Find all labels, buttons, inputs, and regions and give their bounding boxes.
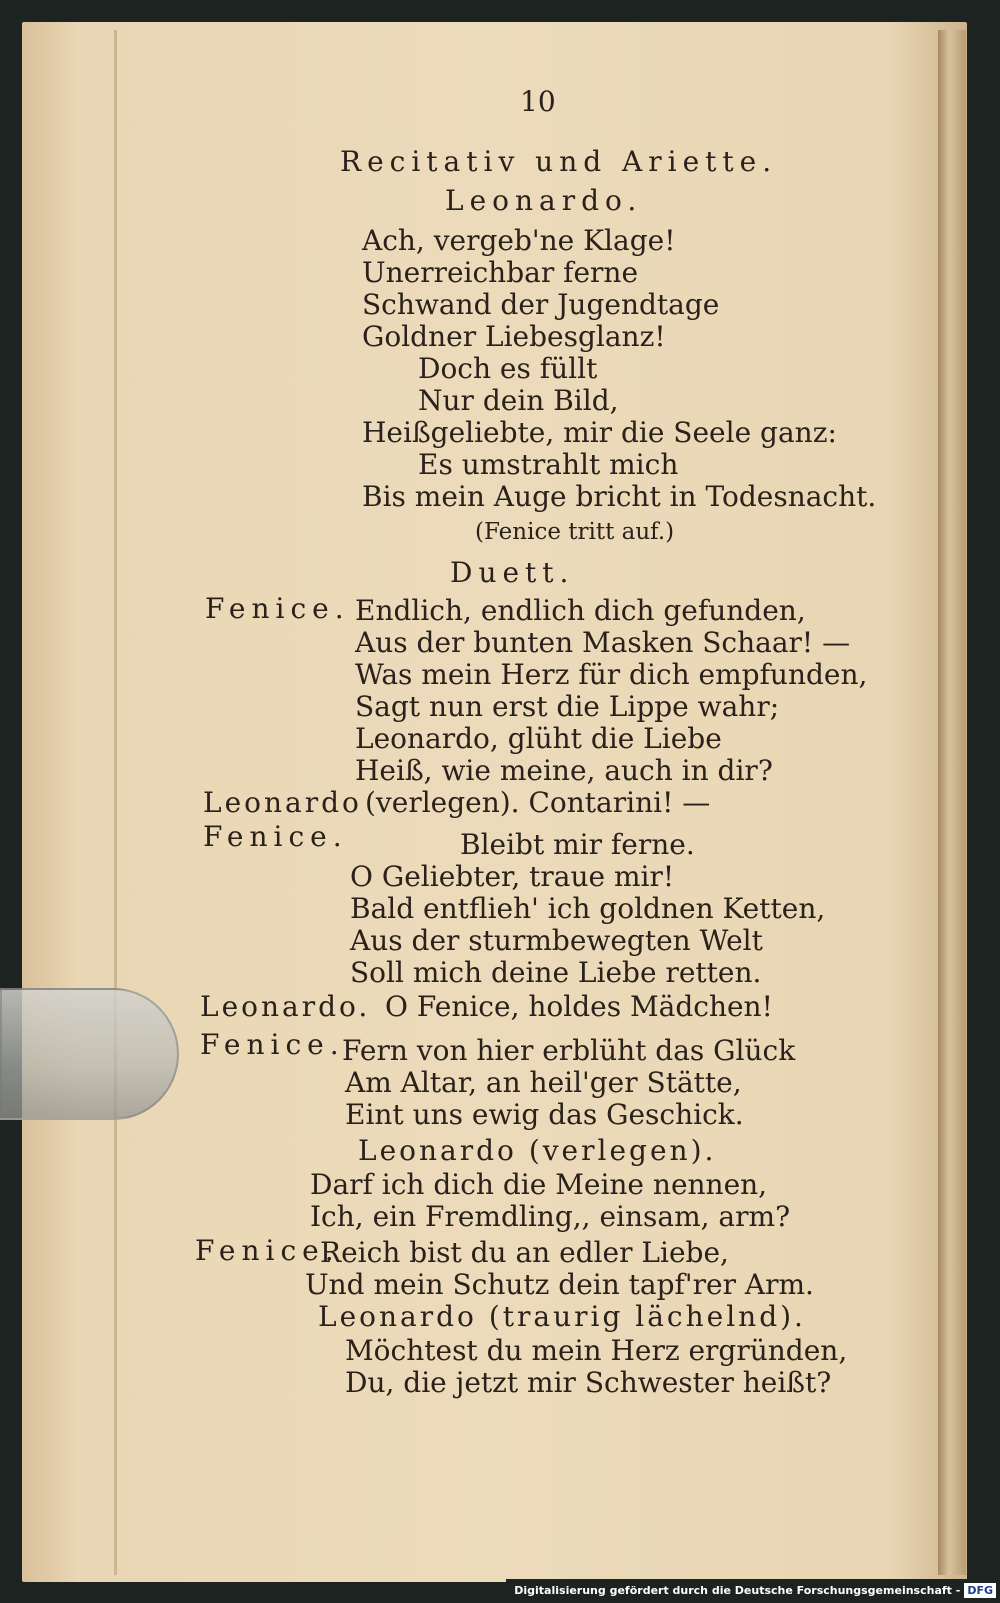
speaker-name: Fenice. — [195, 1234, 340, 1267]
verse-line: Schwand der Jugendtage — [362, 288, 720, 321]
speaker-heading: Leonardo (verlegen). — [358, 1134, 717, 1167]
dfg-logo: DFG — [964, 1583, 996, 1598]
verse-line: Nur dein Bild, — [418, 384, 619, 417]
page-edge — [938, 30, 966, 1575]
verse-line: Am Altar, an heil'ger Stätte, — [345, 1066, 742, 1099]
speaker-name: Fenice. — [200, 1028, 345, 1061]
page-fold — [114, 30, 117, 1575]
speaker-name: Leonardo. — [200, 990, 371, 1023]
verse-line: Unerreichbar ferne — [362, 256, 639, 289]
speaker-name: Leonardo — [203, 786, 362, 819]
verse-line: Möchtest du mein Herz ergründen, — [345, 1334, 848, 1367]
heading-leonardo: Leonardo. — [445, 184, 643, 217]
page-number: 10 — [520, 85, 556, 118]
digitization-footer — [506, 1579, 1000, 1603]
verse-line: Aus der bunten Masken Schaar! — — [355, 626, 851, 659]
verse-line: Bald entflieh' ich goldnen Ketten, — [350, 892, 826, 925]
speaker-line: (verlegen). Contarini! — — [365, 786, 711, 819]
verse-line: Aus der sturmbewegten Welt — [350, 924, 763, 957]
verse-line: Bleibt mir ferne. — [460, 828, 695, 861]
verse-line: Und mein Schutz dein tapf'rer Arm. — [305, 1268, 814, 1301]
verse-line: Sagt nun erst die Lippe wahr; — [355, 690, 780, 723]
verse-line: Darf ich dich die Meine nennen, — [310, 1168, 768, 1201]
verse-line: Was mein Herz für dich empfunden, — [355, 658, 868, 691]
stage-direction: (Fenice tritt auf.) — [475, 519, 675, 545]
verse-line: O Geliebter, traue mir! — [350, 860, 675, 893]
verse-line: Bis mein Auge bricht in Todesnacht. — [362, 480, 877, 513]
heading-recitativ: Recitativ und Ariette. — [340, 145, 778, 178]
verse-line: Du, die jetzt mir Schwester heißt? — [345, 1366, 832, 1399]
verse-line: Goldner Liebesglanz! — [362, 320, 666, 353]
verse-line: Heiß, wie meine, auch in dir? — [355, 754, 773, 787]
speaker-name: Fenice. — [203, 820, 348, 853]
verse-line: Eint uns ewig das Geschick. — [345, 1098, 744, 1131]
verse-line: Es umstrahlt mich — [418, 448, 679, 481]
speaker-line: O Fenice, holdes Mädchen! — [385, 990, 773, 1023]
verse-line: Endlich, endlich dich gefunden, — [355, 594, 806, 627]
heading-duett: Duett. — [450, 556, 575, 589]
page-clip — [0, 988, 179, 1120]
verse-line: Reich bist du an edler Liebe, — [320, 1236, 729, 1269]
verse-line: Leonardo, glüht die Liebe — [355, 722, 722, 755]
speaker-heading: Leonardo (traurig lächelnd). — [318, 1300, 806, 1333]
verse-line: Doch es füllt — [418, 352, 598, 385]
verse-line: Ich, ein Fremdling,, einsam, arm? — [310, 1200, 791, 1233]
verse-line: Ach, vergeb'ne Klage! — [362, 224, 676, 257]
verse-line: Soll mich deine Liebe retten. — [350, 956, 762, 989]
verse-line: Heißgeliebte, mir die Seele ganz: — [362, 416, 837, 449]
speaker-name: Fenice. — [205, 592, 350, 625]
footer-text: Digitalisierung gefördert durch die Deutsche Forschungsgemeinschaft - — [514, 1584, 961, 1597]
verse-line: Fern von hier erblüht das Glück — [342, 1034, 796, 1067]
